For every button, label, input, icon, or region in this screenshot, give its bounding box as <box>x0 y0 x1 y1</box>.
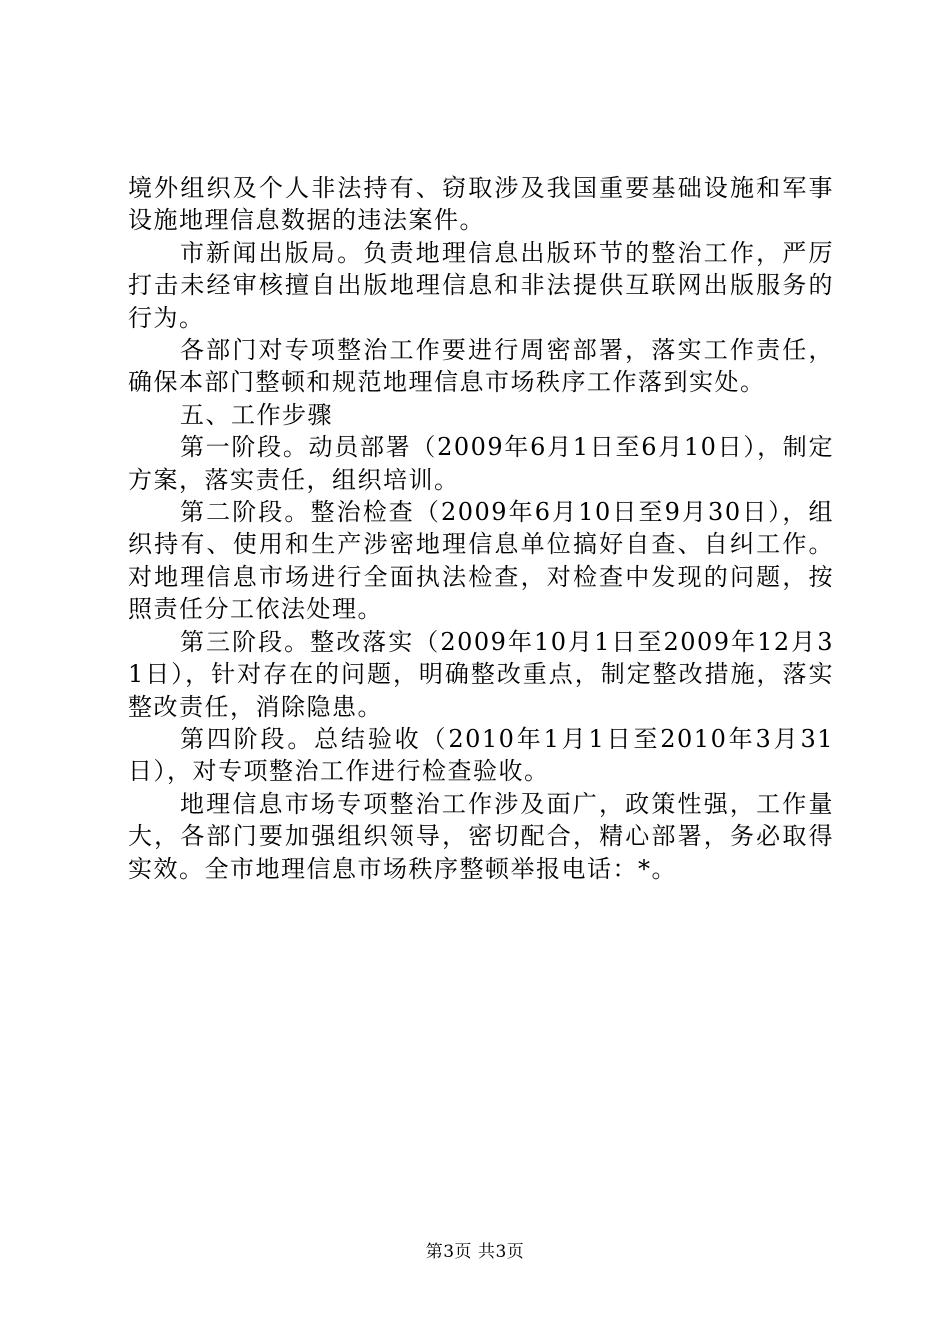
paragraph-conclusion: 地理信息市场专项整治工作涉及面广，政策性强，工作量大，各部门要加强组织领导，密切配合，精心部署，务必取得实效。全市地理信息市场秩序整顿举报电话：*。 <box>128 789 834 883</box>
document-body <box>128 172 834 885</box>
paragraph-continuation: 境外组织及个人非法持有、窃取涉及我国重要基础设施和军事设施地理信息数据的违法案件。 <box>128 174 834 235</box>
section-heading-work-steps: 五、工作步骤 <box>180 400 333 429</box>
paragraph-stage-four: 第四阶段。总结验收（2010年1月1日至2010年3月31日），对专项整治工作进行检查验收。 <box>128 724 834 786</box>
paragraph-stage-one: 第一阶段。动员部署（2009年6月1日至6月10日），制定方案，落实责任，组织培训。 <box>128 433 834 494</box>
page-number-footer: 第3页 共3页 <box>425 1242 525 1262</box>
paragraph-stage-three: 第三阶段。整改落实（2009年10月1日至2009年12月31日），针对存在的问题，明确整改重点，制定整改措施，落实整改责任，消除隐患。 <box>128 627 834 721</box>
paragraph-press-bureau: 市新闻出版局。负责地理信息出版环节的整治工作，严厉打击未经审核擅自出版地理信息和非法提供互联网出版服务的行为。 <box>128 238 834 332</box>
paragraph-departments: 各部门对专项整治工作要进行周密部署，落实工作责任，确保本部门整顿和规范地理信息市场秩序工作落到实处。 <box>128 336 834 397</box>
paragraph-stage-two: 第二阶段。整治检查（2009年6月10日至9月30日），组织持有、使用和生产涉密地理信息单位搞好自查、自纠工作。对地理信息市场进行全面执法检查，对检查中发现的问题，按照责任分工依法处理。 <box>128 498 834 624</box>
